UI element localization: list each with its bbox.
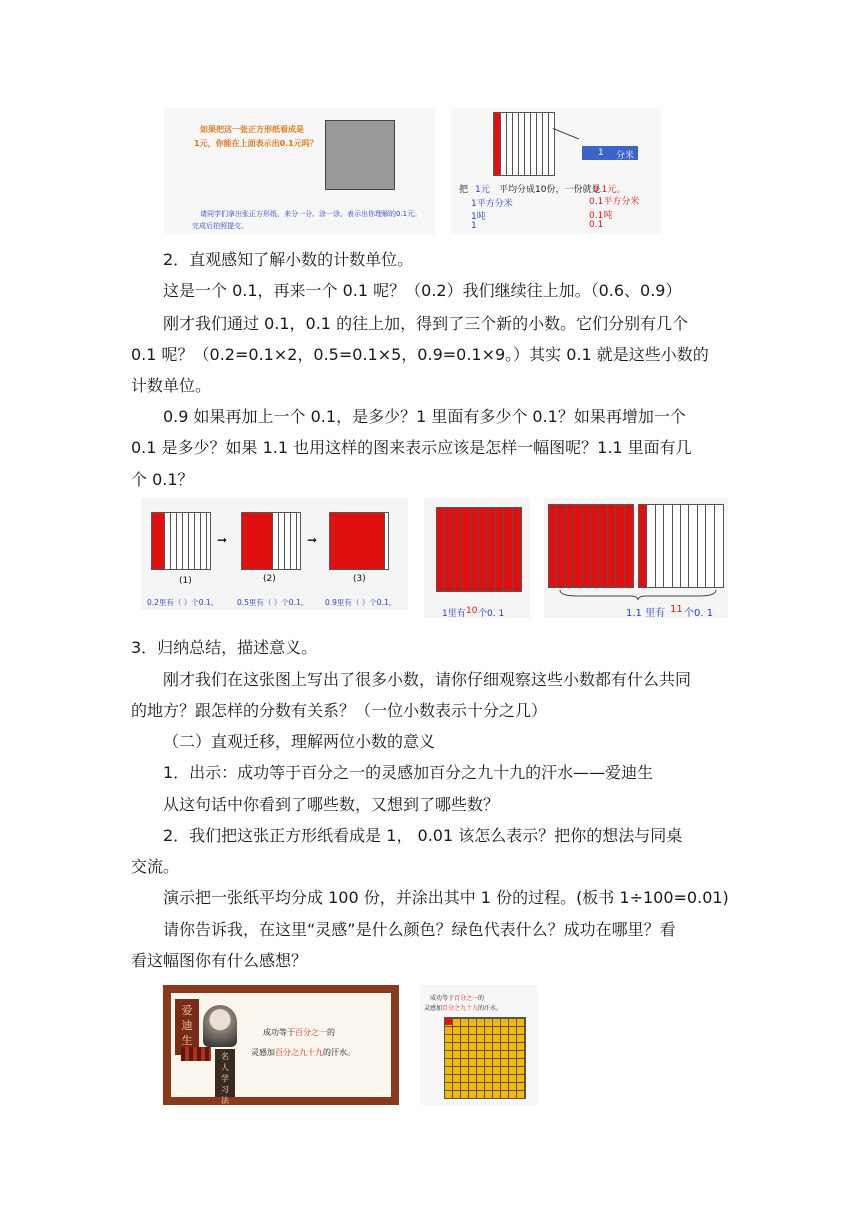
fig1-prompt-line1: 如果把这一张正方形纸看成是 — [200, 125, 304, 134]
figure-one-point-one — [544, 498, 728, 618]
quote-line2-b: 百分之九十九 — [275, 1048, 323, 1057]
paragraph-reflect-line2: 看这幅图你有什么感想？ — [131, 951, 308, 970]
figure-edison-poster — [163, 985, 399, 1105]
fig2-right-item-2: 0.1吨 — [589, 211, 613, 221]
figure-tenth-strip — [451, 108, 661, 234]
brace-under-grids — [558, 588, 718, 600]
paragraph-add-more-line1: 0.9 如果再加上一个 0.1，是多少？1 里面有多少个 0.1？如果再增加一个 — [163, 407, 686, 426]
callout-number: 1 — [598, 148, 604, 158]
quote-line2-c: 的汗水。 — [323, 1048, 355, 1057]
paragraph-counting-unit-line1: 刚才我们通过 0.1，0.1 的往上加，得到了三个新的小数。它们分别有几个 — [163, 314, 689, 333]
paragraph-add-more-line3: 个 0.1？ — [131, 470, 194, 489]
method-banner — [215, 1049, 235, 1105]
strip-label-3: (3) — [353, 574, 366, 584]
paragraph-reflect-line1: 请你告诉我，在这里“灵感”是什么颜色？绿色代表什么？成功在哪里？看 — [163, 920, 676, 939]
tenth-grid — [493, 112, 555, 176]
paragraph-hundredth-line1: 2．我们把这张正方形纸看成是 1， 0.01 该怎么表示？把你的想法与同桌 — [163, 826, 683, 845]
square-paper — [325, 120, 395, 190]
fig2-sentence-whole: 1元 — [475, 185, 490, 195]
fig2-left-item-3: 1 — [471, 221, 477, 231]
arrow-right-icon: ➞ — [217, 533, 228, 547]
callout-box — [582, 146, 638, 160]
paragraph-demo: 演示把一张纸平均分成 100 份，并涂出其中 1 份的过程。(板书 1÷100=0.01) — [163, 888, 729, 907]
callout-unit: 分米 — [616, 151, 635, 161]
paragraph-2-heading: 2．直观感知了解小数的计数单位。 — [163, 250, 414, 269]
hundred-square-grid — [444, 1017, 526, 1099]
caption-onepointone-post: 个0. 1 — [684, 608, 714, 618]
strip-question-2: 0.5里有（ ）个0.1。 — [237, 598, 309, 607]
paragraph-counting-unit-line2: 0.1 呢？（0.2=0.1×2，0.5=0.1×5，0.9=0.1×9。）其实 0.1 就是这些小数的 — [131, 345, 709, 364]
fig2-right-item-1: 0.1平方分米 — [589, 197, 640, 207]
method-banner-text: 名人学习法 — [221, 1052, 229, 1105]
caption-one-pre: 1里有 — [442, 609, 466, 618]
strip-grid-1 — [151, 512, 211, 570]
paragraph-question: 从这句话中你看到了哪些数，又想到了哪些数？ — [163, 795, 500, 814]
grid-caption-line1-a: 成功等于 — [430, 995, 455, 1002]
callout-line — [553, 128, 579, 139]
fig1-instruction-line1: 请同学们拿出张正方形纸，来分一分、涂一涂，表示出你理解的0.1元。 — [200, 210, 422, 218]
paragraph-summary-line2: 的地方？跟怎样的分数有关系？（一位小数表示十分之几） — [131, 701, 548, 720]
grid-caption-line1-c: 的 — [478, 995, 485, 1002]
caption-onepointone-num: 11 — [670, 604, 683, 615]
paragraph-counting-unit-line3: 计数单位。 — [131, 376, 212, 395]
section-heading-two: （二）直观迁移，理解两位小数的意义 — [163, 732, 436, 751]
quote-line1-c: 的 — [327, 1028, 335, 1037]
tenth-red-grid — [638, 504, 724, 588]
books-icon — [181, 1047, 211, 1061]
edison-portrait — [203, 1005, 237, 1047]
paragraph-3-heading: 3．归纳总结，描述意义。 — [131, 638, 318, 657]
caption-onepointone-pre: 1.1 里有 — [626, 608, 666, 618]
paragraph-summary-line1: 刚才我们在这张图上写出了很多小数，请你仔细观察这些小数都有什么共同 — [163, 670, 692, 689]
strip-question-3: 0.9里有（ ）个0.1。 — [325, 598, 397, 607]
quote-line1-b: 百分之一 — [295, 1028, 327, 1037]
grid-caption-line2-a: 灵感加 — [424, 1005, 443, 1012]
poster-inner — [171, 993, 391, 1105]
quote-line1-a: 成功等于 — [263, 1028, 295, 1037]
figure-one-whole — [424, 498, 530, 618]
grid-caption-line1-b: 百分之一 — [454, 995, 479, 1002]
caption-one-post: 个0. 1 — [478, 609, 505, 618]
grid-caption-line2-c: 的汗水。 — [478, 1005, 503, 1012]
fig1-instruction-line2: 完成后拍照提交。 — [192, 222, 248, 230]
strip-grid-3 — [329, 512, 389, 570]
caption-one-num: 10 — [466, 606, 478, 616]
figure-hundredths-grid — [420, 985, 538, 1105]
figure-square-paper — [164, 108, 435, 234]
strip-label-1: (1) — [179, 576, 192, 586]
paragraph-hundredth-line2: 交流。 — [131, 857, 180, 876]
strip-question-1: 0.2里有（ ）个0.1。 — [147, 598, 219, 607]
full-tenth-grid — [436, 507, 522, 592]
edison-name: 爱迪生 — [181, 1004, 193, 1047]
quote-line2-a: 灵感加 — [251, 1048, 275, 1057]
strip-grid-2 — [241, 512, 301, 570]
fig2-sentence-prefix: 把 — [459, 185, 469, 195]
fig2-right-item-3: 0.1 — [589, 220, 604, 230]
arrow-right-icon: ➞ — [307, 533, 318, 547]
paragraph-quote: 1．出示：成功等于百分之一的灵感加百分之九十九的汗水——爱迪生 — [163, 763, 654, 782]
grid-caption-line2-b: 百分之九十九 — [442, 1005, 479, 1012]
fig1-prompt-line2: 1元，你能在上面表示出0.1元吗？ — [194, 139, 318, 148]
figure-tenths-progression — [141, 498, 408, 610]
whole-red-grid — [548, 504, 634, 588]
paragraph-add-more-line2: 0.1 是多少？如果 1.1 也用这样的图来表示应该是怎样一幅图呢？1.1 里面有几 — [131, 438, 692, 457]
paragraph-continue-adding: 这是一个 0.1，再来一个 0.1 呢？（0.2）我们继续往上加。（0.6、0.9） — [163, 281, 682, 300]
strip-label-2: (2) — [263, 574, 276, 584]
fig2-left-item-2: 1吨 — [471, 212, 486, 222]
fig2-left-item-1: 1平方分米 — [471, 199, 513, 209]
fig2-sentence-middle: 平均分成10份，一份就是 — [499, 185, 601, 195]
fig2-sentence-result: 0.1元。 — [593, 185, 626, 195]
